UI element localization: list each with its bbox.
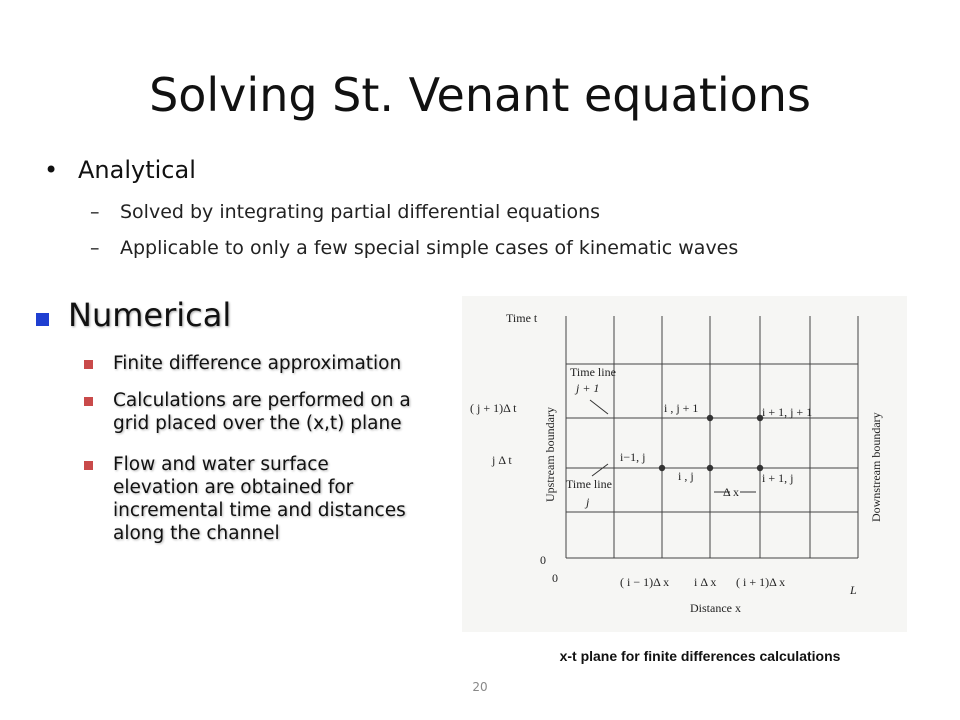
- figure-background: [462, 296, 907, 632]
- numerical-item-line: Flow and water surface: [113, 454, 329, 475]
- analytical-subitem-text: Solved by integrating partial differential equations: [120, 201, 601, 223]
- analytical-label: Analytical: [78, 156, 196, 184]
- analytical-subitem-text: Applicable to only a few special simple cases of kinematic waves: [120, 237, 739, 259]
- time-line-upper-label: Time line: [570, 365, 616, 379]
- col-im1-label: ( i − 1)Δ x: [620, 575, 670, 589]
- figure-caption: x-t plane for finite differences calculations: [559, 648, 841, 664]
- origin-x-label: 0: [552, 571, 558, 585]
- downstream-boundary-label: Downstream boundary: [869, 412, 883, 522]
- square-bullet-icon: [84, 360, 93, 369]
- j-plus-1-label: j + 1: [576, 381, 600, 395]
- origin-y-label: 0: [540, 553, 546, 567]
- row-upper-label: ( j + 1)Δ t: [470, 401, 517, 415]
- numerical-item-line: grid placed over the (x,t) plane: [113, 413, 402, 434]
- square-bullet-icon: [84, 461, 93, 470]
- slide-title: Solving St. Venant equations: [149, 68, 811, 122]
- upstream-boundary-label: Upstream boundary: [543, 407, 557, 502]
- numerical-item-line: elevation are obtained for: [113, 477, 354, 498]
- numerical-item-line: incremental time and distances: [113, 500, 406, 521]
- xt-plane-diagram: [462, 296, 907, 632]
- numerical-item-line: Finite difference approximation: [113, 353, 402, 374]
- dash-marker: –: [90, 237, 100, 259]
- row-lower-label: j Δ t: [492, 453, 512, 467]
- xt-plane-figure: [462, 296, 907, 632]
- node-i-j1-label: i , j + 1: [664, 401, 699, 415]
- col-ip1-label: ( i + 1)Δ x: [736, 575, 786, 589]
- numerical-item-line: Calculations are performed on a: [113, 390, 411, 411]
- end-l-label: L: [850, 583, 857, 597]
- node-i-j-label: i , j: [678, 469, 694, 483]
- time-axis-label: Time t: [506, 311, 538, 325]
- dash-marker: –: [90, 201, 100, 223]
- dx-label: Δ x: [723, 485, 740, 499]
- square-bullet-icon: [36, 313, 49, 326]
- bullet-dot: •: [44, 156, 59, 184]
- node-im1-j-label: i−1, j: [620, 450, 646, 464]
- distance-axis-label: Distance x: [690, 601, 741, 615]
- square-bullet-icon: [84, 397, 93, 406]
- numerical-item-line: along the channel: [113, 523, 280, 544]
- j-label: j: [586, 495, 590, 509]
- numerical-label: Numerical: [68, 296, 232, 334]
- node-i1-j-label: i + 1, j: [762, 471, 794, 485]
- node-i1-j1-label: i + 1, j + 1: [762, 405, 813, 419]
- time-line-lower-label: Time line: [566, 477, 612, 491]
- page-number: 20: [472, 680, 488, 694]
- col-i-label: i Δ x: [694, 575, 717, 589]
